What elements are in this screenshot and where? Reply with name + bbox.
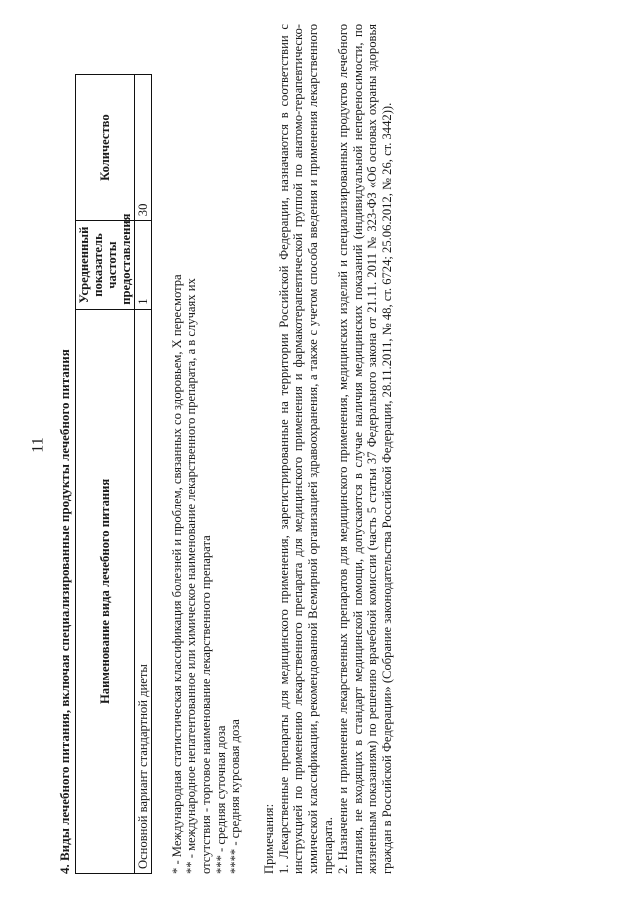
table-header-row — [75, 75, 134, 874]
table-row — [134, 75, 151, 874]
legend-line: **** - средняя курсовая доза — [228, 719, 243, 874]
page-number: 11 — [29, 437, 47, 453]
cell-indicator: 1 — [134, 221, 151, 310]
legend-line: * - Международная статистическая классификация болезней и проблем, связанных со здоровьем, X пересмотра — [169, 274, 184, 874]
legend-line: ** - международное непатентованное или химическое наименование лекарственного препарата, а в случаях их — [184, 278, 199, 874]
header-indicator: Усредненный показатель частоты предоставления — [75, 221, 134, 310]
note-paragraph: 2. Назначение и применение лекарственных препаратов для медицинского применения, медицинских изделий и специализированных продуктов лечебного питания, не входящих в стандарт медицинской помощи, допускаются в случае наличия медицинских показаний (индивидуальной непереносимости, по жизненным показаниям) по решению врачебной комиссии (часть 5 статьи 37 Федерального закона от 21.11. 2011 № 323-ФЗ «Об основах охраны здоровья граждан в Российской Федерации» (Собрание законодательства Российской Федерации, 28.11.2011, № 48, ст. 6724; 25.06.2012, № 26, ст. 3442)). — [335, 24, 395, 874]
legend — [170, 24, 243, 874]
note-paragraph: 1. Лекарственные препараты для медицинского применения, зарегистрированные на территории Российской Федерации, назначаются в соответствии с инструкцией по применению лекарственного препарата для медицинского применения и фармакотерапевтической группой по анатомо-терапевтическо-химической классификации, рекомендованной Всемирной организацией здравоохранения, а также с учетом способа введения и применения лекарственного препарата. — [276, 24, 335, 874]
rotated-page-content — [58, 24, 528, 874]
header-quantity: Количество — [75, 75, 134, 221]
cell-name: Основной вариант стандартной диеты — [134, 309, 151, 873]
notes-heading: Примечания: — [261, 803, 276, 874]
cell-quantity: 30 — [134, 75, 151, 221]
legend-line: *** - средняя суточная доза — [213, 725, 228, 874]
diet-table — [75, 74, 152, 874]
section-title: 4. Виды лечебного питания, включая специализированные продукты лечебного питания — [57, 349, 72, 874]
legend-line: отсутствия - торговое наименование лекарственного препарата — [198, 535, 213, 874]
notes — [262, 24, 395, 874]
header-name: Наименование вида лечебного питания — [75, 309, 134, 873]
